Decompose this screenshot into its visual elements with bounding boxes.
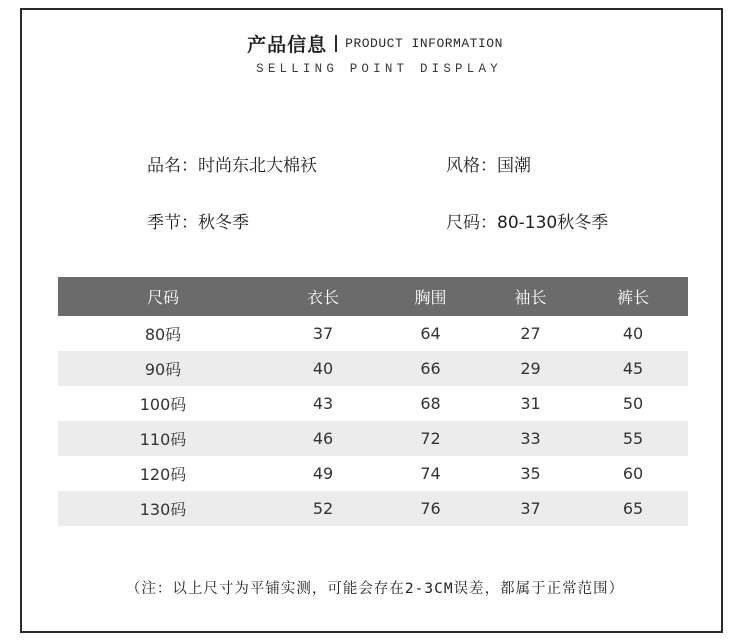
table-cell: 110码 [58, 421, 268, 456]
table-row [58, 456, 688, 491]
info-season [147, 208, 249, 233]
info-label: 季节： [147, 213, 198, 233]
table-row [58, 316, 688, 351]
info-label: 尺码： [446, 213, 497, 233]
table-cell: 68 [420, 394, 441, 413]
table-cell: 90码 [58, 351, 268, 386]
table-cell: 65 [578, 491, 688, 526]
info-value: 80-130秋冬季 [497, 213, 609, 233]
table-cell: 64 [420, 324, 441, 343]
table-cell: 74 [420, 464, 441, 483]
info-product-name [147, 151, 317, 176]
table-cell: 72 [378, 421, 483, 456]
table-cell: 31 [520, 394, 541, 413]
table-cell: 100码 [139, 395, 187, 414]
page-title-english: PRODUCT INFORMATION [345, 35, 503, 51]
table-header-row [58, 277, 688, 316]
column-header-size: 尺码 [58, 277, 268, 316]
table-cell: 33 [483, 421, 578, 456]
table-cell: 60 [622, 464, 644, 483]
table-cell: 52 [268, 491, 378, 526]
table-cell: 43 [312, 394, 334, 413]
page-subtitle: SELLING POINT DISPLAY [256, 62, 502, 76]
info-value: 时尚东北大棉袄 [198, 156, 317, 176]
info-label: 风格： [446, 156, 497, 176]
title-row [0, 30, 750, 56]
table-row [58, 421, 688, 456]
table-row [58, 491, 688, 526]
column-header-sleeve: 袖长 [483, 277, 578, 316]
info-style [446, 151, 531, 176]
table-cell: 27 [520, 324, 541, 343]
table-cell: 80码 [144, 325, 182, 344]
column-header-chest: 胸围 [378, 277, 483, 316]
table-cell: 66 [378, 351, 483, 386]
table-cell: 76 [378, 491, 483, 526]
info-value: 秋冬季 [198, 213, 249, 233]
table-cell: 50 [622, 394, 644, 413]
info-label: 品名： [147, 156, 198, 176]
table-cell: 49 [312, 464, 334, 483]
measurement-note: （注：以上尺寸为平铺实测，可能会存在2-3CM误差，都属于正常范围） [125, 581, 625, 597]
table-cell: 55 [578, 421, 688, 456]
table-row [58, 386, 688, 421]
table-row [58, 351, 688, 386]
page-header [0, 30, 750, 76]
table-cell: 45 [578, 351, 688, 386]
table-cell: 46 [268, 421, 378, 456]
size-table [58, 277, 688, 526]
table-cell: 40 [268, 351, 378, 386]
table-cell: 29 [483, 351, 578, 386]
table-cell: 37 [483, 491, 578, 526]
column-header-pants: 裤长 [578, 277, 688, 316]
info-size-range [446, 208, 608, 233]
title-divider [335, 35, 337, 52]
table-cell: 120码 [139, 465, 187, 484]
table-cell: 37 [312, 324, 334, 343]
table-cell: 40 [622, 324, 644, 343]
info-value: 国潮 [497, 156, 531, 176]
table-cell: 35 [520, 464, 541, 483]
column-header-length: 衣长 [268, 277, 378, 316]
table-cell: 130码 [58, 491, 268, 526]
page-title: 产品信息 [247, 33, 328, 56]
